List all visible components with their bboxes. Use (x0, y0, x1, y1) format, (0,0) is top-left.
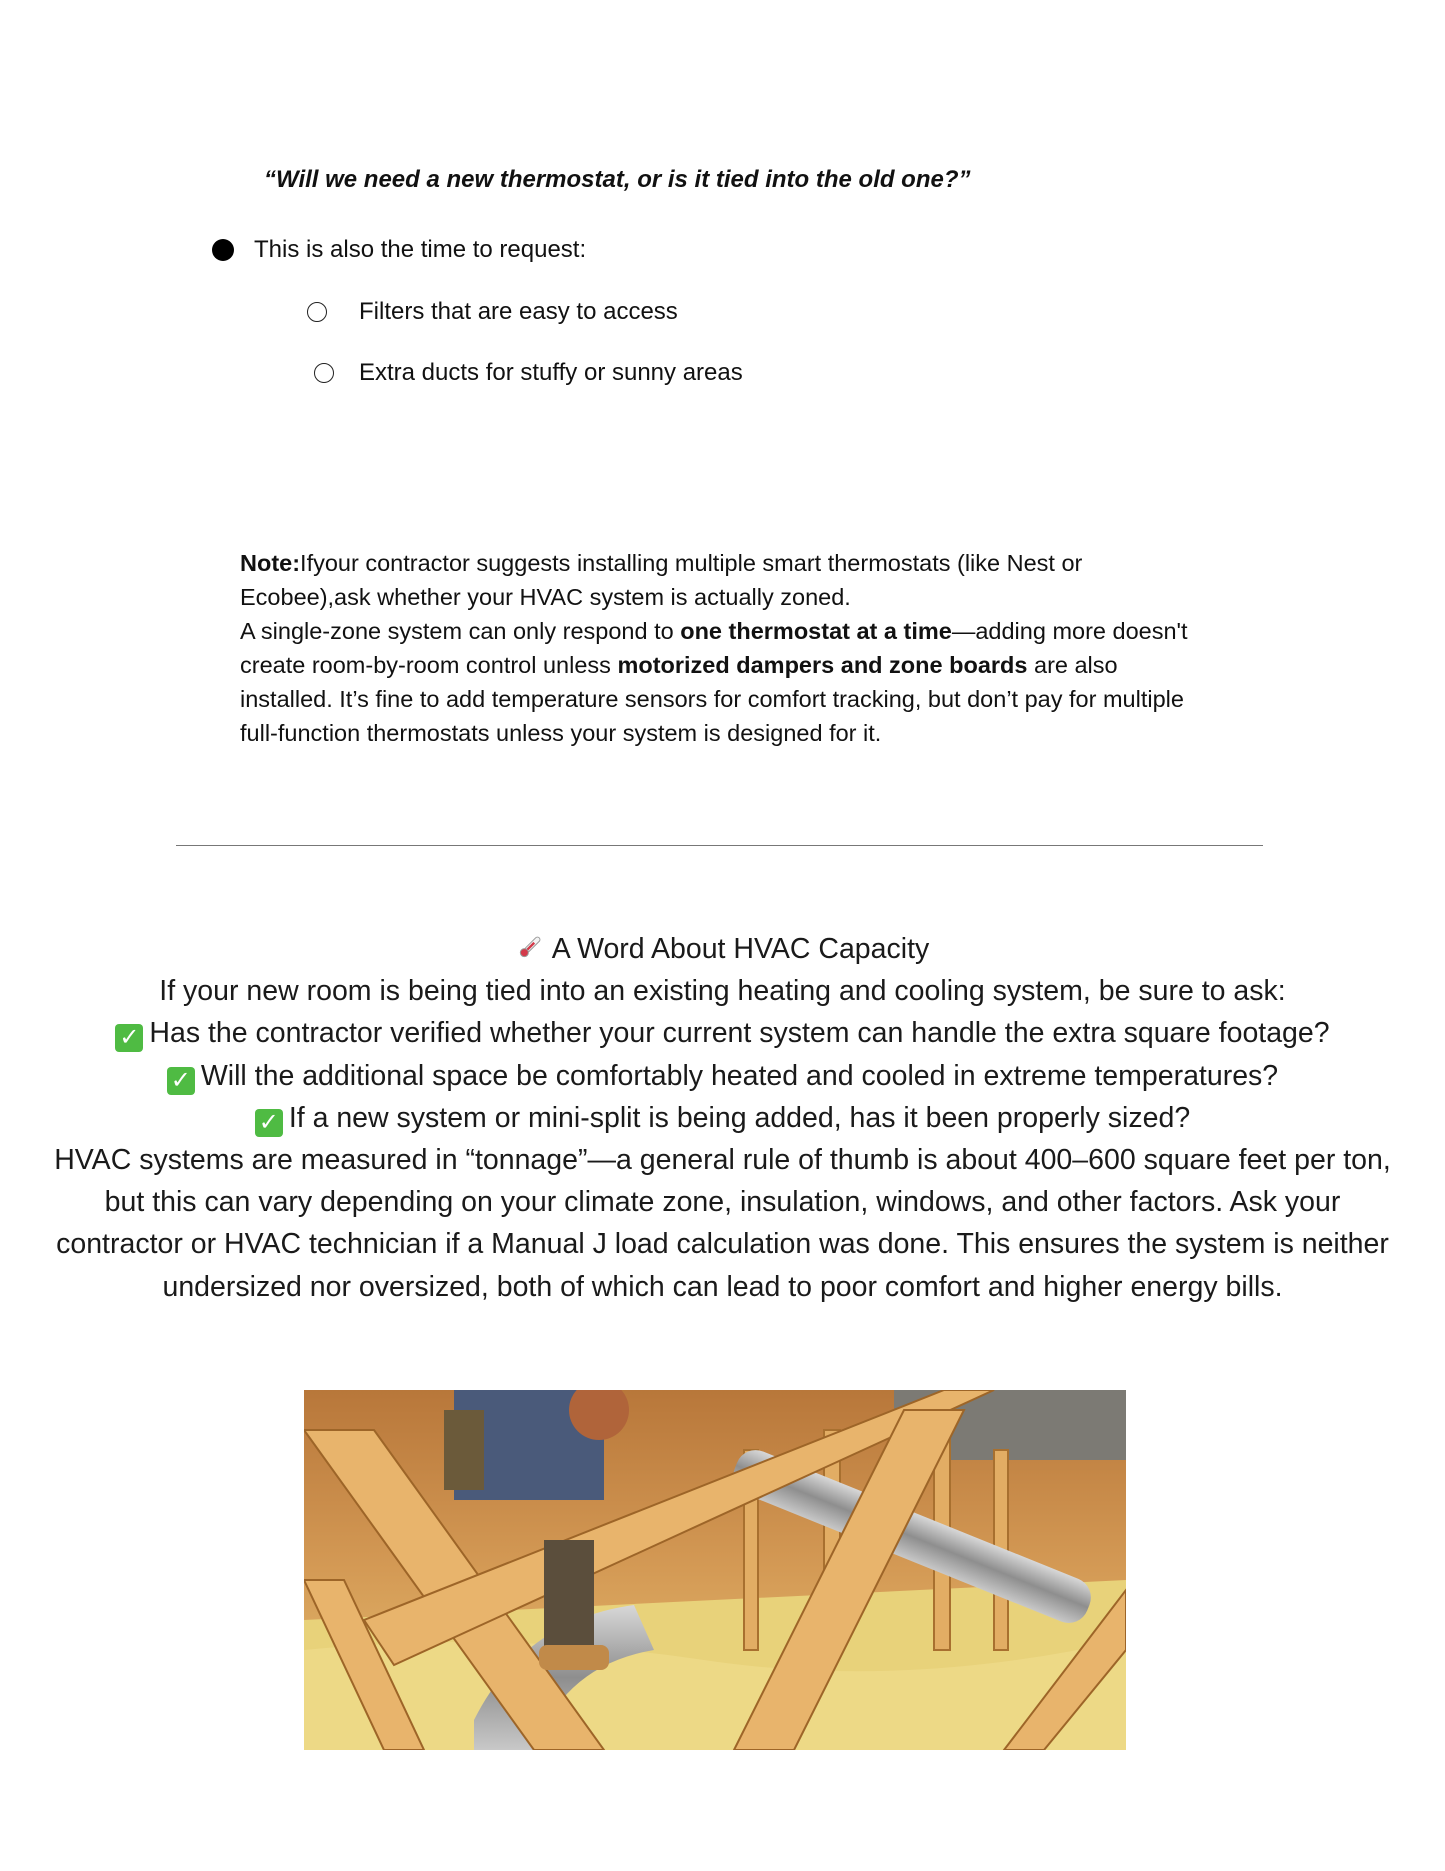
thermometer-icon (516, 933, 544, 961)
bullet-text: This is also the time to request: (254, 236, 587, 263)
check-mark-icon: ✓ (115, 1024, 143, 1052)
check-item-text: Has the contractor verified whether your current system can handle the extra square footage? (149, 1017, 1330, 1050)
note-paragraph-2 (240, 614, 1210, 750)
check-mark-icon: ✓ (167, 1067, 195, 1095)
sub-list-item (307, 298, 678, 326)
section-heading-text: A Word About HVAC Capacity (551, 933, 930, 965)
quote-text: “Will we need a new thermostat, or is it tied into the old one?” (264, 166, 971, 193)
bullet-item (212, 236, 586, 264)
check-item (40, 1055, 1405, 1097)
attic-illustration (304, 1390, 1126, 1750)
hvac-capacity-section (40, 928, 1405, 1308)
hollow-bullet-icon (307, 302, 327, 322)
capacity-paragraph: HVAC systems are measured in “tonnage”—a general rule of thumb is about 400–600 square feet per ton, but this can vary depending on your climate zone, insulation, windows, and other factors. Ask your contractor or HVAC technician if a Manual J load calculation was done. This ensures the system is neither undersized nor oversized, both of which can lead to poor comfort and higher energy bills. (54, 1144, 1391, 1303)
sub-list-item (314, 359, 743, 387)
check-mark-icon: ✓ (255, 1109, 283, 1137)
note-emphasis: motorized dampers and zone boards (617, 652, 1028, 678)
check-item-text: Will the additional space be comfortably heated and cooled in extreme temperatures? (200, 1059, 1279, 1092)
horizontal-divider (176, 845, 1263, 846)
note-emphasis: one thermostat at a time (680, 618, 952, 644)
attic-hvac-photo (304, 1390, 1126, 1750)
filled-bullet-icon (212, 239, 234, 261)
note-label: Note: (240, 550, 301, 576)
section-heading (40, 928, 1405, 970)
note-paragraph-1 (240, 546, 1210, 614)
note-text: —adding more doesn't create room-by-room control unless (240, 618, 1188, 678)
note-text: A single-zone system can only respond to (240, 618, 681, 644)
check-item (40, 1012, 1405, 1054)
note-text: are also installed. It’s fine to add temperature sensors for comfort tracking, but don’t pay for multiple full-function thermostats unless your system is designed for it. (240, 652, 1184, 746)
check-item (40, 1097, 1405, 1139)
note-text: Ifyour contractor suggests installing multiple smart thermostats (like Nest or Ecobee),ask whether your HVAC system is actually zoned. (240, 550, 1083, 610)
check-item-text: If a new system or mini-split is being added, has it been properly sized? (288, 1101, 1191, 1134)
intro-text: If your new room is being tied into an existing heating and cooling system, be sure to ask: (159, 975, 1286, 1008)
sub-list-item-text: Extra ducts for stuffy or sunny areas (359, 359, 743, 386)
sub-list-item-text: Filters that are easy to access (359, 298, 678, 325)
hollow-bullet-icon (314, 363, 334, 383)
note-block (240, 546, 1210, 750)
